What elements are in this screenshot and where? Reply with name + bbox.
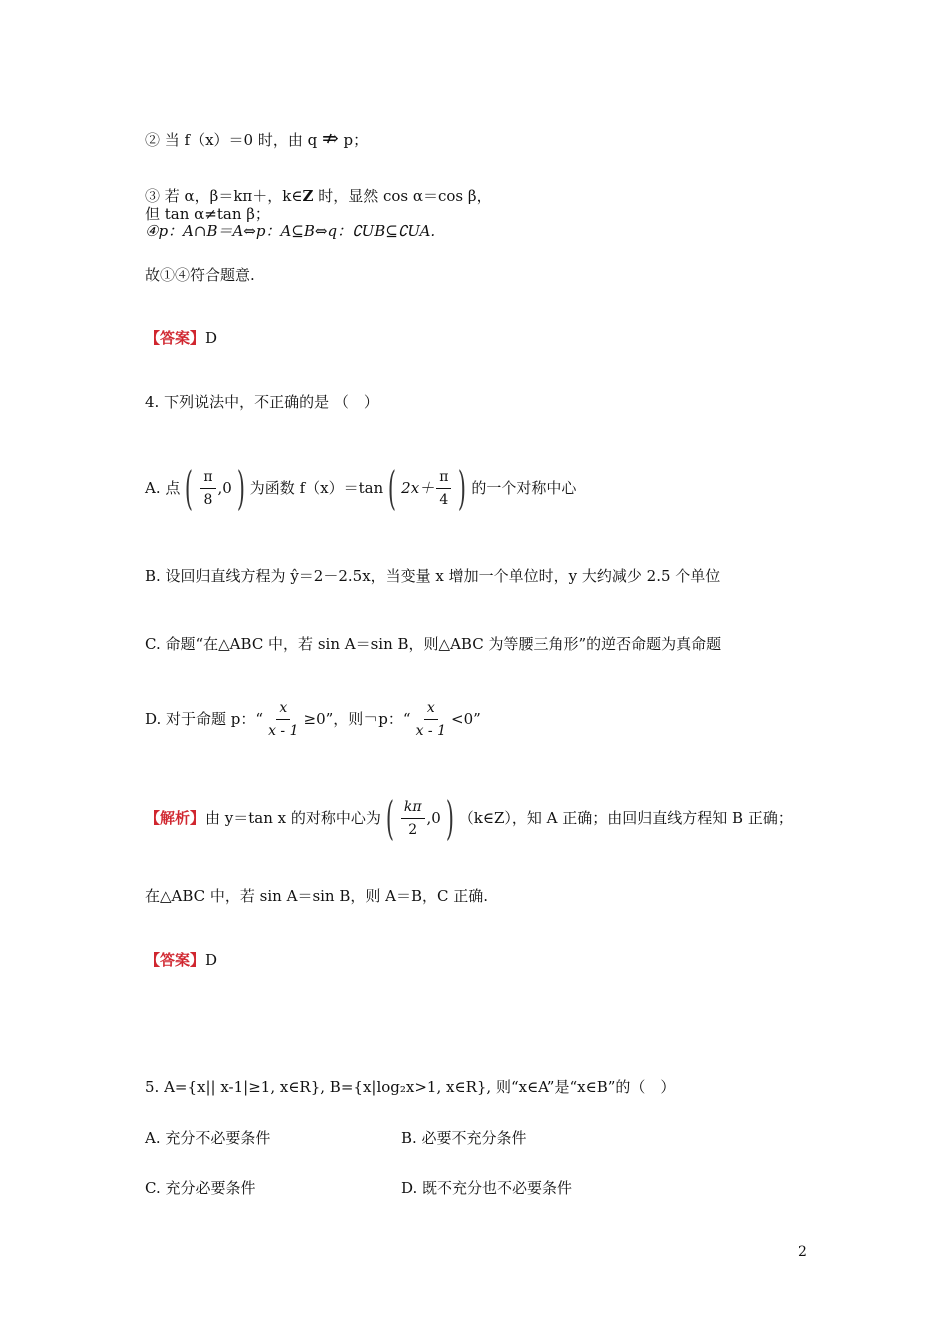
question-5-option-a: A. 充分不必要条件: [145, 1129, 271, 1147]
fraction-numerator: π: [200, 468, 215, 489]
argument-2x: 2x＋: [401, 479, 435, 497]
question-4-stem: 4. 下列说法中，不正确的是 （ ）: [145, 393, 379, 411]
solution-item-3: [145, 186, 492, 206]
question-4-option-d: [145, 696, 481, 742]
solution-item-3-text: ③ 若 α，β＝kπ＋，k∈: [145, 187, 303, 205]
question-4-option-b: B. 设回归直线方程为 ŷ＝2－2.5x，当变量 x 增加一个单位时，y 大约减少 2.5 个单位: [145, 567, 721, 585]
fraction-x-over-x-minus-1: [413, 699, 449, 740]
option-d-middle: ≥0”，则￢p：“: [303, 710, 411, 728]
left-paren: (: [185, 461, 194, 515]
left-paren: (: [385, 791, 394, 845]
fraction-denominator: 8: [203, 491, 213, 508]
answer-1: [145, 328, 217, 348]
fraction-denominator: 2: [408, 821, 418, 838]
fraction-numerator: x: [276, 699, 290, 720]
point-second-coord: ,0: [426, 809, 441, 827]
answer-tag: 【答案】: [145, 951, 206, 969]
analysis-line-2: 在△ABC 中，若 sin A＝sin B，则 A＝B，C 正确.: [145, 887, 489, 905]
analysis-text: 由 y＝tan x 的对称中心为: [205, 809, 381, 827]
page-number: 2: [798, 1244, 807, 1260]
right-paren: ): [458, 461, 467, 515]
fraction-denominator: x - 1: [415, 722, 447, 739]
pi-over-4-fraction: [436, 468, 451, 509]
solution-item-2-end: p；: [338, 131, 369, 149]
solution-item-2: [145, 128, 368, 150]
option-d-end: <0”: [451, 710, 481, 728]
option-a-end: 的一个对称中心: [471, 479, 577, 497]
point-second-coord: ,0: [217, 479, 232, 497]
fraction-numerator: kπ: [401, 798, 425, 819]
integer-set-symbol: Z: [302, 187, 314, 205]
analysis-text-end: （k∈Z），知 A 正确；由回归直线方程知 B 正确；: [458, 809, 793, 827]
question-5-option-d: D. 既不充分也不必要条件: [401, 1179, 573, 1197]
solution-item-3-end: 时，显然 cos α＝cos β，: [313, 187, 492, 205]
solution-item-4: ④p：A∩B＝A⇔p：A⊆B⇔q：∁UB⊆∁UA.: [145, 222, 436, 240]
option-d-label: D. 对于命题 p：“: [145, 710, 264, 728]
fraction-numerator: x: [424, 699, 438, 720]
analysis: [145, 792, 793, 844]
not-implies-symbol: ⇏: [322, 126, 339, 150]
point-expression: [180, 461, 249, 515]
question-5-stem: 5. A={x|| x-1|≥1, x∈R}, B={x|log₂x>1, x∈R}, 则“x∈A”是“x∈B”的（ ）: [145, 1078, 676, 1096]
right-paren: ): [445, 791, 454, 845]
option-a-middle: 为函数 f（x）＝tan: [249, 479, 384, 497]
answer-value: D: [205, 951, 218, 969]
fraction-denominator: x - 1: [268, 722, 299, 739]
symmetry-center-expression: [381, 791, 459, 845]
tan-argument: [383, 461, 471, 515]
right-paren: ): [236, 461, 245, 515]
fraction-x-over-x-minus-1: [265, 699, 301, 740]
question-5-option-b: B. 必要不充分条件: [401, 1129, 527, 1147]
question-4-option-c: C. 命题“在△ABC 中，若 sin A＝sin B，则△ABC 为等腰三角形”的逆否命题为真命题: [145, 635, 722, 653]
analysis-tag: 【解析】: [145, 809, 206, 827]
fraction-numerator: π: [436, 468, 451, 489]
answer-value: D: [205, 329, 218, 347]
option-a-label: A. 点: [145, 479, 181, 497]
answer-tag: 【答案】: [145, 329, 206, 347]
conclusion: 故①④符合题意.: [145, 266, 255, 284]
question-4-option-a: [145, 462, 576, 514]
left-paren: (: [388, 461, 397, 515]
pi-over-8-fraction: [200, 468, 215, 509]
solution-item-2-text: ② 当 f（x）＝0 时，由 q: [145, 131, 322, 149]
answer-2: [145, 950, 217, 970]
question-5-option-c: C. 充分必要条件: [145, 1179, 256, 1197]
solution-item-3-cont: 但 tan α≠tan β；: [145, 205, 270, 223]
k-pi-over-2-fraction: [401, 798, 425, 839]
fraction-denominator: 4: [439, 491, 449, 508]
